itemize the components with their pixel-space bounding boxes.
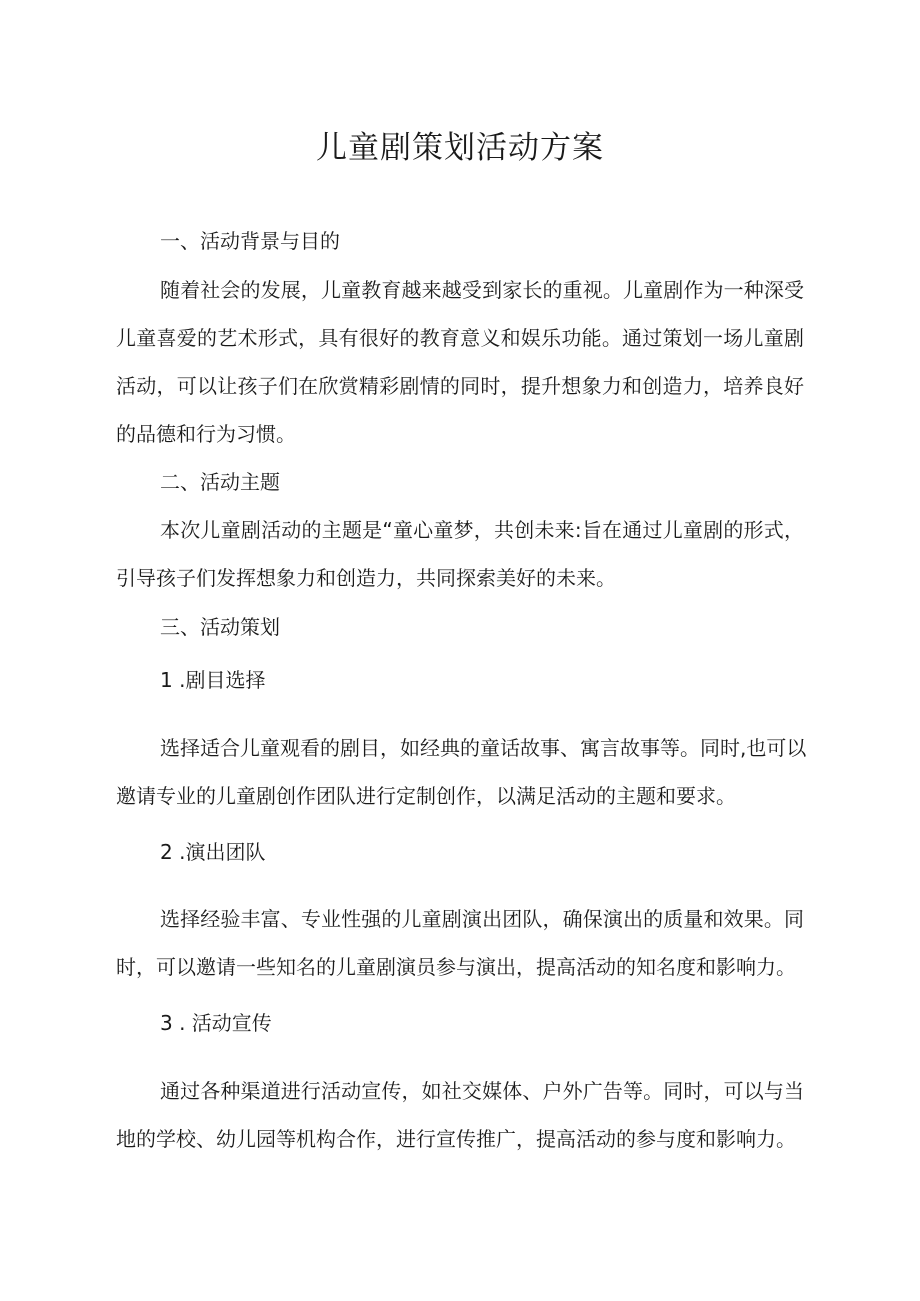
section-heading-theme: 二、活动主题 [160,470,280,494]
subsection-heading-troupe: 2 .演出团队 [160,840,266,864]
paragraph-line: 通过各种渠道进行活动宣传，如社交媒体、户外广告等。同时，可以与当 [160,1079,804,1103]
paragraph-line: 选择适合儿童观看的剧目，如经典的童话故事、寓言故事等。同时,也可以 [160,736,807,760]
section-heading-planning: 三、活动策划 [160,615,280,639]
section-heading-background: 一、活动背景与目的 [160,229,340,253]
paragraph-line: 的品德和行为习惯。 [116,422,296,446]
paragraph-line: 随着社会的发展，儿童教育越来越受到家长的重视。儿童剧作为一种深受 [160,278,804,302]
page-title: 儿童剧策划活动方案 [316,130,604,166]
paragraph-line: 引导孩子们发挥想象力和创造力，共同探索美好的未来。 [116,566,616,590]
paragraph-line: 选择经验丰富、专业性强的儿童剧演出团队，确保演出的质量和效果。同 [160,907,804,931]
subsection-heading-repertoire: 1 .剧目选择 [160,668,266,692]
subsection-heading-promotion: 3 . 活动宣传 [160,1011,272,1035]
paragraph-line: 时，可以邀请一些知名的儿童剧演员参与演出，提高活动的知名度和影响力。 [116,955,796,979]
paragraph-line: 活动，可以让孩子们在欣赏精彩剧情的同时，提升想象力和创造力，培养良好 [116,374,804,398]
paragraph-line: 本次儿童剧活动的主题是“童心童梦，共创未来:旨在通过儿童剧的形式， [160,518,804,542]
paragraph-line: 地的学校、幼儿园等机构合作，进行宣传推广，提高活动的参与度和影响力。 [116,1127,796,1151]
paragraph-line: 邀请专业的儿童剧创作团队进行定制创作，以满足活动的主题和要求。 [116,784,736,808]
paragraph-line: 儿童喜爱的艺术形式，具有很好的教育意义和娱乐功能。通过策划一场儿童剧 [116,326,804,350]
